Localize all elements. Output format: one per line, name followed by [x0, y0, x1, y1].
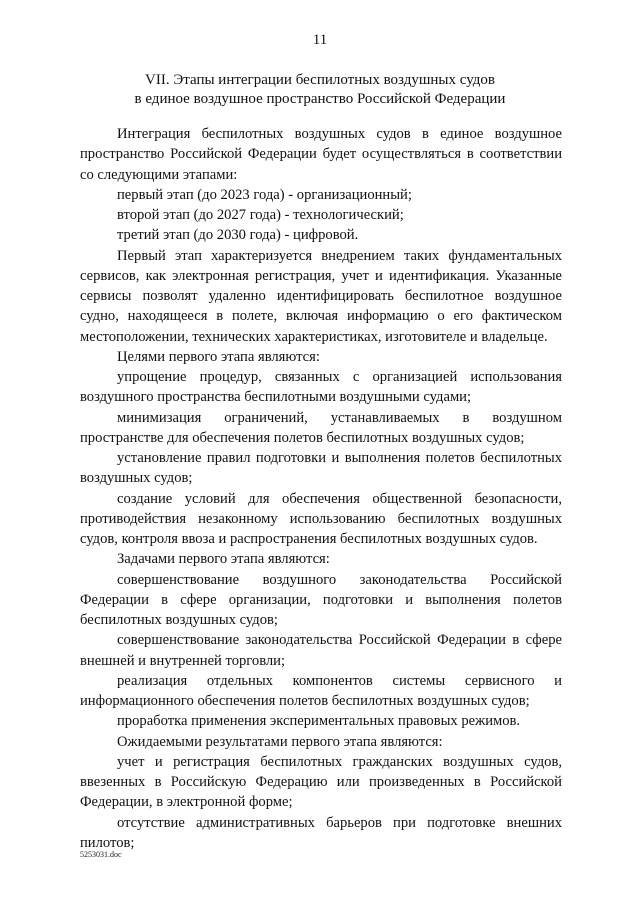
paragraph-task-3: реализация отдельных компонентов системы сервисного и информационного обеспечения полетов беспилотных воздушных судов;	[80, 672, 562, 709]
paragraph-goal-3: установление правил подготовки и выполнения полетов беспилотных воздушных судов;	[80, 450, 562, 487]
paragraph-tasks-heading: Задачами первого этапа являются:	[117, 551, 330, 568]
paragraph-integration-intro: Интеграция беспилотных воздушных судов в единое воздушное пространство Российской Федерации будет осуществляться в соответствии со следующими этапами:	[80, 126, 562, 183]
paragraph-stage-2: второй этап (до 2027 года) - технологический;	[117, 207, 404, 223]
paragraph-result-1: учет и регистрация беспилотных гражданских воздушных судов, ввезенных в Российскую Федерацию или произведенных в Российской Федерации, в электронной форме;	[80, 753, 562, 811]
document-body	[80, 124, 562, 853]
paragraph-task-2: совершенствование законодательства Российской Федерации в сфере внешней и внутренней торговли;	[80, 632, 562, 669]
paragraph-goal-1: упрощение процедур, связанных с организацией использования воздушного пространства беспилотными воздушными судами;	[80, 369, 562, 406]
paragraph-stage-1: первый этап (до 2023 года) - организационный;	[117, 186, 412, 203]
heading-line-2: в единое воздушное пространство Российской Федерации	[134, 91, 506, 107]
paragraph-first-stage-description: Первый этап характеризуется внедрением таких фундаментальных сервисов, как электронная регистрация, учет и идентификация. Указанные сервисы позволят удаленно идентифицировать беспилотное воздушное судно, находящееся в полете, включая информацию о его фактическом местоположении, технических характеристиках, изготовителе и владельце.	[80, 247, 562, 345]
paragraph-task-4: проработка применения экспериментальных правовых режимов.	[117, 713, 521, 730]
heading-line-1: VII. Этапы интеграции беспилотных воздушных судов	[145, 72, 495, 88]
paragraph-goal-2: минимизация ограничений, устанавливаемых в воздушном пространстве для обеспечения полетов беспилотных воздушных судов;	[80, 409, 562, 446]
paragraph-results-heading: Ожидаемыми результатами первого этапа являются:	[117, 733, 443, 750]
paragraph-goal-4: создание условий для обеспечения общественной безопасности, противодействия незаконному использованию беспилотных воздушных судов, контроля ввоза и распространения беспилотных воздушных судов.	[80, 490, 562, 547]
footer-filename: 5253031.doc	[80, 850, 122, 859]
paragraph-goals-heading: Целями первого этапа являются:	[117, 348, 320, 365]
paragraph-result-2: отсутствие административных барьеров при подготовке внешних пилотов;	[80, 814, 562, 851]
section-heading	[60, 71, 580, 109]
paragraph-stage-3: третий этап (до 2030 года) - цифровой.	[117, 227, 359, 244]
paragraph-task-1: совершенствование воздушного законодательства Российской Федерации в сфере организации, подготовки и выполнения полетов беспилотных воздушных судов;	[80, 571, 562, 628]
page-number: 11	[312, 32, 328, 48]
